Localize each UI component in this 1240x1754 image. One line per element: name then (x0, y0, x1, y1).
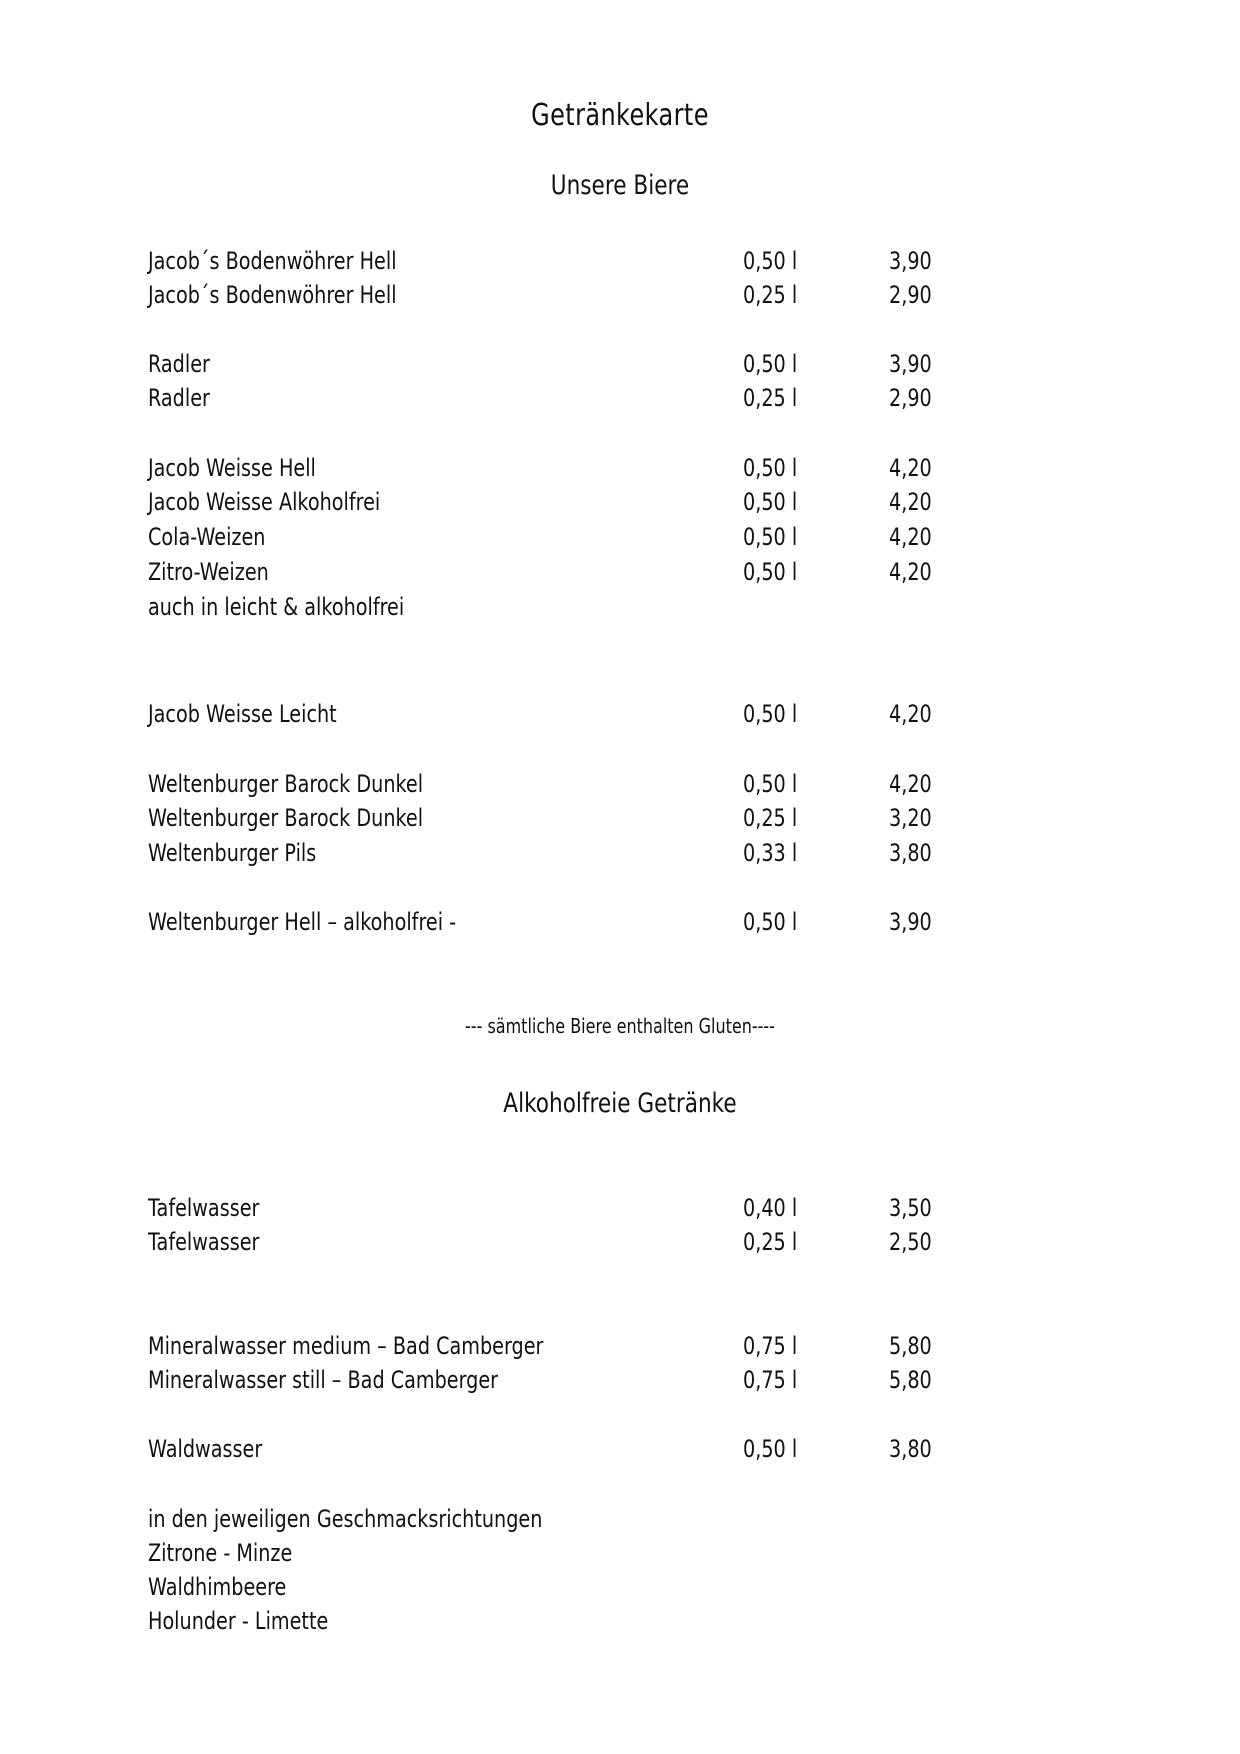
menu-row (0, 1364, 1240, 1396)
menu-row (0, 768, 1240, 800)
item-size: 0,50 l (743, 454, 798, 482)
item-name: Jacob Weisse Alkoholfrei (148, 488, 381, 516)
menu-row (0, 906, 1240, 938)
item-size: 0,50 l (743, 700, 798, 728)
menu-row (0, 348, 1240, 380)
section-heading-soft-drinks: Alkoholfreie Getränke (503, 1088, 737, 1119)
item-price: 2,50 (889, 1228, 932, 1256)
menu-row (0, 556, 1240, 588)
item-size: 0,50 l (743, 908, 798, 936)
item-price: 4,20 (889, 454, 932, 482)
item-name: Jacob Weisse Hell (148, 454, 316, 482)
item-name: Radler (148, 384, 210, 412)
item-price: 3,90 (889, 350, 932, 378)
menu-row (0, 382, 1240, 414)
item-price: 3,50 (889, 1194, 932, 1222)
menu-row (0, 1433, 1240, 1465)
item-name: Weltenburger Hell – alkoholfrei - (148, 908, 457, 936)
item-size: 0,75 l (743, 1366, 798, 1394)
item-name: Jacob´s Bodenwöhrer Hell (148, 281, 397, 309)
menu-row (0, 279, 1240, 311)
menu-row (0, 1192, 1240, 1224)
menu-row (0, 486, 1240, 518)
menu-row (0, 1330, 1240, 1362)
item-price: 4,20 (889, 700, 932, 728)
item-price: 5,80 (889, 1366, 932, 1394)
item-size: 0,75 l (743, 1332, 798, 1360)
item-price: 2,90 (889, 281, 932, 309)
item-size: 0,50 l (743, 247, 798, 275)
item-price: 4,20 (889, 523, 932, 551)
item-size: 0,40 l (743, 1194, 798, 1222)
item-name: Weltenburger Barock Dunkel (148, 770, 424, 798)
item-name: Weltenburger Barock Dunkel (148, 804, 424, 832)
item-price: 5,80 (889, 1332, 932, 1360)
item-price: 3,90 (889, 247, 932, 275)
menu-row (0, 452, 1240, 484)
item-size: 0,33 l (743, 839, 798, 867)
item-price: 4,20 (889, 488, 932, 516)
weizen-note: auch in leicht & alkoholfrei (148, 593, 405, 621)
menu-row (0, 837, 1240, 869)
menu-row (0, 698, 1240, 730)
item-name: Cola-Weizen (148, 523, 266, 551)
flavor-item: Zitrone - Minze (148, 1539, 293, 1567)
item-name: Jacob´s Bodenwöhrer Hell (148, 247, 397, 275)
item-price: 3,20 (889, 804, 932, 832)
item-name: Radler (148, 350, 210, 378)
menu-row (0, 521, 1240, 553)
item-size: 0,25 l (743, 281, 798, 309)
item-price: 2,90 (889, 384, 932, 412)
item-price: 4,20 (889, 770, 932, 798)
item-price: 3,80 (889, 839, 932, 867)
menu-title: Getränkekarte (531, 98, 709, 133)
item-price: 3,80 (889, 1435, 932, 1463)
menu-row (0, 1226, 1240, 1258)
gluten-note: --- sämtliche Biere enthalten Gluten---- (465, 1014, 775, 1038)
item-size: 0,50 l (743, 523, 798, 551)
flavor-item: Holunder - Limette (148, 1607, 329, 1635)
flavors-intro: in den jeweiligen Geschmacksrichtungen (148, 1505, 543, 1533)
menu-row (0, 802, 1240, 834)
menu-row (0, 245, 1240, 277)
item-size: 0,50 l (743, 488, 798, 516)
flavor-item: Waldhimbeere (148, 1573, 287, 1601)
item-name: Mineralwasser medium – Bad Camberger (148, 1332, 544, 1360)
item-name: Tafelwasser (148, 1228, 260, 1256)
item-size: 0,50 l (743, 770, 798, 798)
item-name: Tafelwasser (148, 1194, 260, 1222)
item-size: 0,25 l (743, 384, 798, 412)
section-heading-beers: Unsere Biere (550, 170, 690, 201)
item-price: 3,90 (889, 908, 932, 936)
item-name: Waldwasser (148, 1435, 263, 1463)
item-size: 0,50 l (743, 350, 798, 378)
item-name: Mineralwasser still – Bad Camberger (148, 1366, 499, 1394)
item-name: Jacob Weisse Leicht (148, 700, 337, 728)
item-price: 4,20 (889, 558, 932, 586)
item-size: 0,50 l (743, 1435, 798, 1463)
item-name: Weltenburger Pils (148, 839, 317, 867)
item-size: 0,50 l (743, 558, 798, 586)
item-size: 0,25 l (743, 1228, 798, 1256)
item-name: Zitro-Weizen (148, 558, 269, 586)
item-size: 0,25 l (743, 804, 798, 832)
